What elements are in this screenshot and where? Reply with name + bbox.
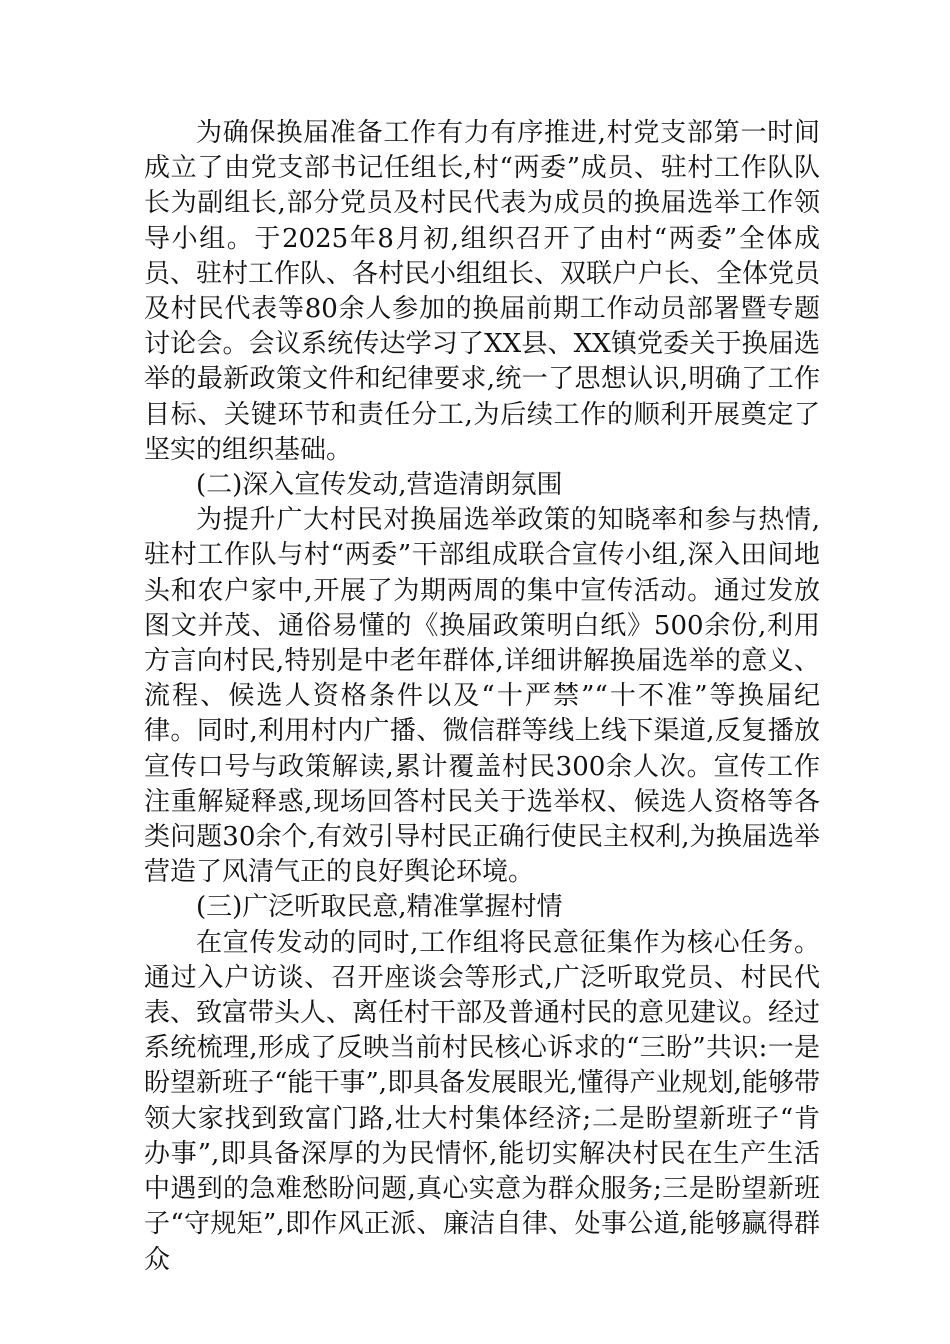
section-heading-publicity: (二)深入宣传发动,营造清朗氛围 — [196, 470, 563, 501]
paragraph-leadership-group: 为确保换届准备工作有力有序推进,村党支部第一时间成立了由党支部书记任组长,村“两委”成员、驻村工作队队长为副组长,部分党员及村民代表为成员的换届选举工作领导小组。于2025年8月初,组织召开了由村“两委”全体成员、驻村工作队、各村民小组组长、双联户户长、全体党员及村民代表等80余人参加的换届前期工作动员部署暨专题讨论会。会议系统传达学习了XX县、XX镇党委关于换届选举的最新政策文件和纪律要求,统一了思想认识,明确了工作目标、关键环节和责任分工,为后续工作的顺利开展奠定了坚实的组织基础。 — [144, 118, 821, 465]
section-heading-public-opinion: (三)广泛听取民意,精准掌握村情 — [196, 892, 563, 923]
document-body — [144, 116, 820, 1278]
paragraph-public-opinion: 在宣传发动的同时,工作组将民意征集作为核心任务。通过入户访谈、召开座谈会等形式,广泛听取党员、村民代表、致富带头人、离任村干部及普通村民的意见建议。经过系统梳理,形成了反映当前村民核心诉求的“三盼”共识:一是盼望新班子“能干事”,即具备发展眼光,懂得产业规划,能够带领大家找到致富门路,壮大村集体经济;二是盼望新班子“肯办事”,即具备深厚的为民情怀,能切实解决村民在生产生活中遇到的急难愁盼问题,真心实意为群众服务;三是盼望新班子“守规矩”,即作风正派、廉洁自律、处事公道,能够赢得群众 — [144, 927, 821, 1275]
paragraph-publicity: 为提升广大村民对换届选举政策的知晓率和参与热情,驻村工作队与村“两委”干部组成联合宣传小组,深入田间地头和农户家中,开展了为期两周的集中宣传活动。通过发放图文并茂、通俗易懂的《换届政策明白纸》500余份,利用方言向村民,特别是中老年群体,详细讲解换届选举的意义、流程、候选人资格条件以及“十严禁”“十不准”等换届纪律。同时,利用村内广播、微信群等线上线下渠道,反复播放宣传口号与政策解读,累计覆盖村民300余人次。宣传工作注重解疑释惑,现场回答村民关于选举权、候选人资格等各类问题30余个,有效引导村民正确行使民主权利,为换届选举营造了风清气正的良好舆论环境。 — [144, 505, 820, 888]
